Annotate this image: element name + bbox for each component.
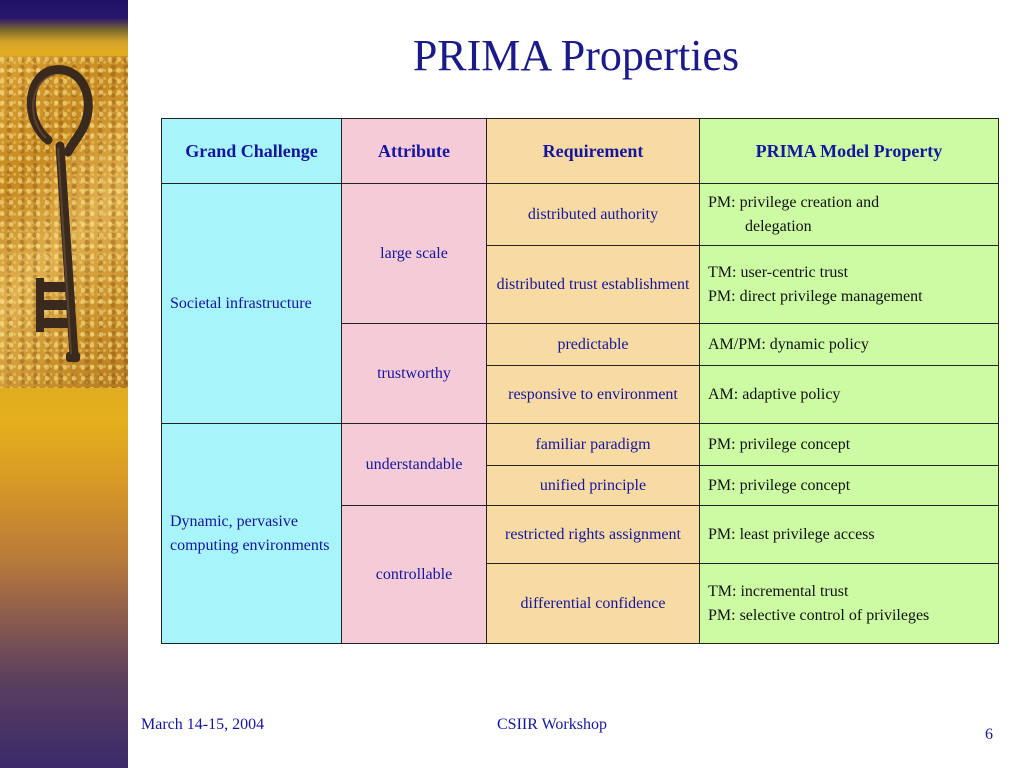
header-requirement: Requirement <box>487 119 700 184</box>
attribute-cell: trustworthy <box>342 324 487 424</box>
requirement-cell: unified principle <box>487 466 700 506</box>
key-photo-image <box>0 56 128 388</box>
requirement-cell: familiar paradigm <box>487 424 700 466</box>
property-line: PM: least privilege access <box>708 525 875 543</box>
footer-date: March 14-15, 2004 <box>141 716 265 733</box>
property-cell <box>700 424 999 466</box>
challenge-cell: Dynamic, pervasive computing environments <box>162 424 342 644</box>
property-cell <box>700 506 999 564</box>
property-line: delegation <box>745 217 812 235</box>
key-icon <box>0 56 128 388</box>
requirement-cell: predictable <box>487 324 700 366</box>
property-cell <box>700 246 999 324</box>
requirement-cell: restricted rights assignment <box>487 506 700 564</box>
table-row <box>162 184 999 246</box>
slide-number: 6 <box>985 726 993 743</box>
footer-event: CSIIR Workshop <box>497 716 607 733</box>
property-line: TM: user-centric trust <box>708 263 849 281</box>
slide-title: PRIMA Properties <box>412 31 740 80</box>
property-cell <box>700 564 999 644</box>
property-line: PM: direct privilege management <box>708 287 923 305</box>
requirement-cell: differential confidence <box>487 564 700 644</box>
header-grand-challenge: Grand Challenge <box>162 119 342 184</box>
property-line: AM/PM: dynamic policy <box>708 335 869 353</box>
property-line: PM: privilege concept <box>708 476 851 494</box>
header-attribute: Attribute <box>342 119 487 184</box>
property-cell <box>700 184 999 246</box>
attribute-cell: understandable <box>342 424 487 506</box>
property-line: AM: adaptive policy <box>708 385 841 403</box>
requirement-cell: responsive to environment <box>487 366 700 424</box>
property-cell <box>700 366 999 424</box>
property-line: PM: selective control of privileges <box>708 606 930 624</box>
attribute-cell: large scale <box>342 184 487 324</box>
table-row <box>162 424 999 466</box>
properties-table <box>161 118 999 644</box>
property-line: PM: privilege creation and <box>708 193 880 211</box>
challenge-cell: Societal infrastructure <box>162 184 342 424</box>
table-header-row <box>162 119 999 184</box>
header-model-property: PRIMA Model Property <box>700 119 999 184</box>
property-line: PM: privilege concept <box>708 435 851 453</box>
property-cell <box>700 324 999 366</box>
requirement-cell: distributed authority <box>487 184 700 246</box>
requirement-cell: distributed trust establishment <box>487 246 700 324</box>
property-cell <box>700 466 999 506</box>
attribute-cell: controllable <box>342 506 487 644</box>
property-line: TM: incremental trust <box>708 582 849 600</box>
